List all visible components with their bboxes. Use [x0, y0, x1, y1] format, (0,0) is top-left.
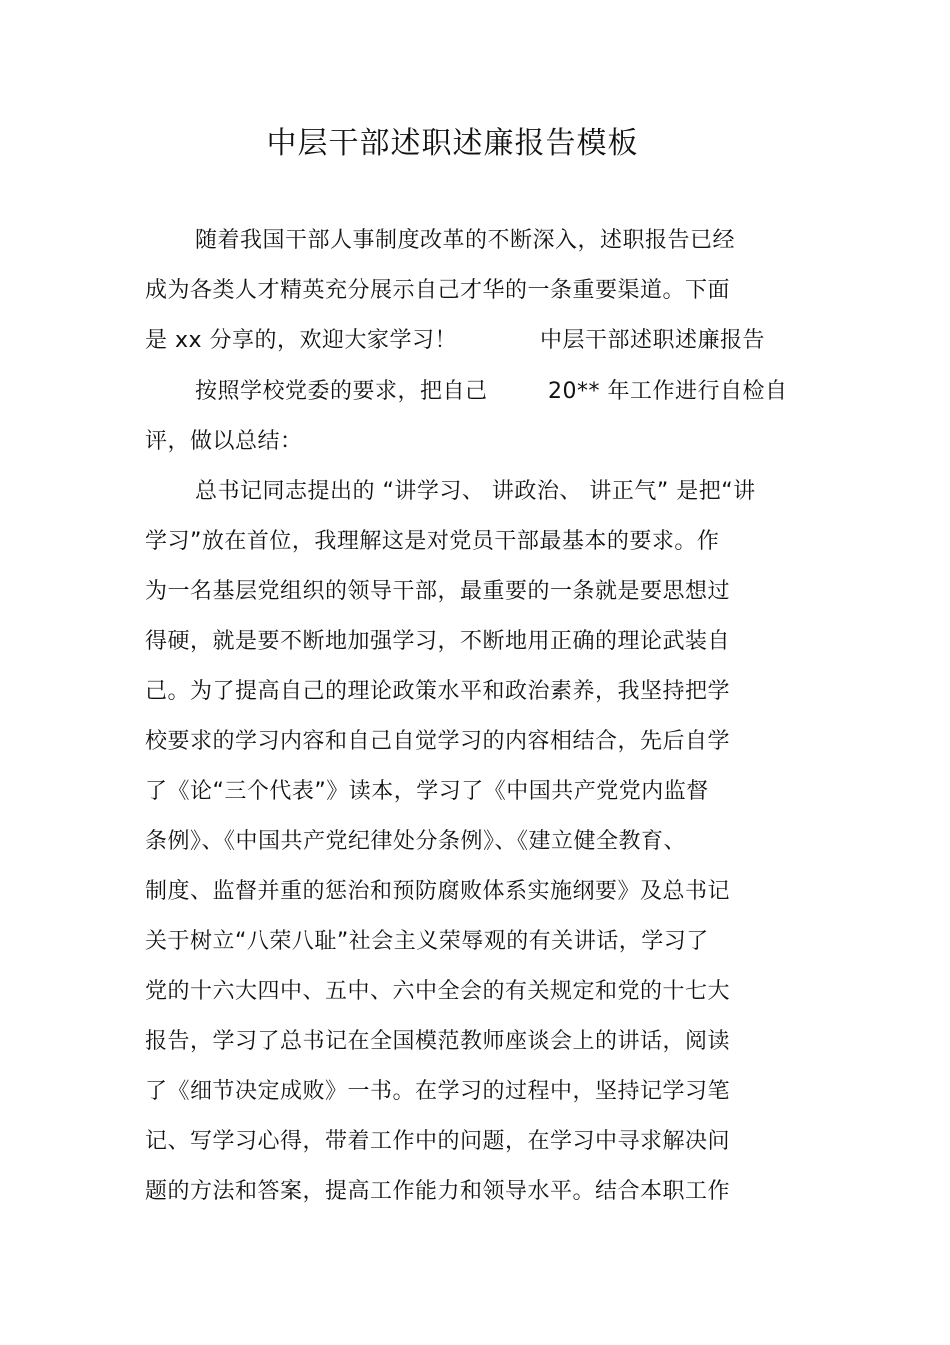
document-title: 中层干部述职述廉报告模板 — [266, 126, 639, 161]
paragraph-line: 为一名基层党组织的领导干部，最重要的一条就是要思想过 — [145, 579, 731, 604]
intro-closing-text: 是 xx 分享的，欢迎大家学习！ — [145, 328, 458, 353]
paragraph-line: 条例》、《中国共产党纪律处分条例》、《建立健全教育、 — [145, 829, 687, 854]
section-heading: 中层干部述职述廉报告 — [540, 328, 766, 353]
paragraph-line: 评，做以总结： — [145, 429, 303, 454]
paragraph-line: 总书记同志提出的 “讲学习、 讲政治、 讲正气” 是把“讲 — [195, 479, 756, 504]
paragraph-line: 学习”放在首位，我理解这是对党员干部最基本的要求。作 — [145, 529, 720, 554]
paragraph-line: 了《论“三个代表”》读本，学习了《中国共产党党内监督 — [145, 779, 709, 804]
paragraph-line: 得硬，就是要不断地加强学习，不断地用正确的理论武装自 — [145, 629, 731, 654]
paragraph-line — [145, 326, 785, 356]
line-segment: 按照学校党委的要求，把自己 — [195, 379, 488, 404]
paragraph-line: 成为各类人才精英充分展示自己才华的一条重要渠道。下面 — [145, 278, 731, 303]
paragraph-line — [195, 377, 795, 407]
paragraph-line: 题的方法和答案，提高工作能力和领导水平。结合本职工作 — [145, 1179, 731, 1204]
paragraph-line: 校要求的学习内容和自己自觉学习的内容相结合，先后自学 — [145, 729, 731, 754]
paragraph-line: 随着我国干部人事制度改革的不断深入，述职报告已经 — [195, 228, 736, 253]
paragraph-line: 党的十六大四中、五中、六中全会的有关规定和党的十七大 — [145, 979, 731, 1004]
paragraph-line: 关于树立“八荣八耻”社会主义荣辱观的有关讲话，学习了 — [145, 929, 709, 954]
line-segment: 20** 年工作进行自检自 — [548, 379, 788, 404]
paragraph-line: 报告，学习了总书记在全国模范教师座谈会上的讲话，阅读 — [145, 1029, 731, 1054]
paragraph-line: 制度、监督并重的惩治和预防腐败体系实施纲要》及总书记 — [145, 879, 731, 904]
paragraph-line: 己。为了提高自己的理论政策水平和政治素养，我坚持把学 — [145, 679, 731, 704]
paragraph-line: 了《细节决定成败》一书。在学习的过程中，坚持记学习笔 — [145, 1079, 731, 1104]
paragraph-line: 记、写学习心得，带着工作中的问题，在学习中寻求解决问 — [145, 1129, 731, 1154]
